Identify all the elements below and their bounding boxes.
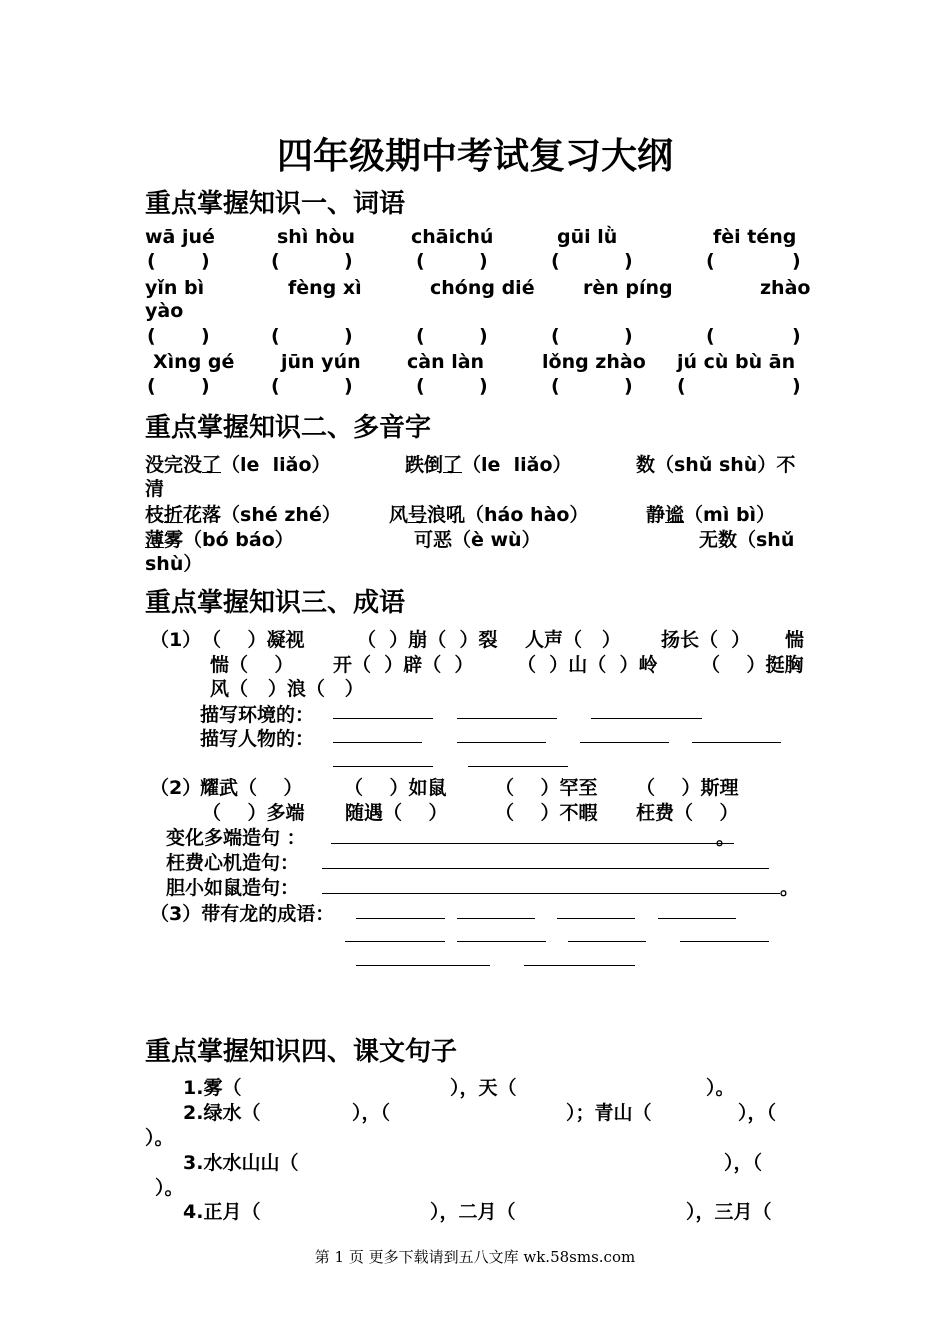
sentence-label-2: 枉费心机造句： bbox=[166, 852, 300, 874]
page-footer: 第 1 页 更多下载请到五八文库 wk.58sms.com bbox=[314, 1248, 636, 1266]
idiom-blank: （ ）凝视 bbox=[202, 629, 305, 651]
paren-close: ) bbox=[479, 250, 488, 272]
paren-open: ( bbox=[416, 250, 425, 272]
answer-line[interactable] bbox=[568, 941, 646, 942]
polyphone-item bbox=[145, 500, 341, 527]
idiom-blank: （ ）崩（ ）裂 bbox=[357, 629, 498, 651]
word: 跌倒 bbox=[405, 454, 444, 476]
underlined-char: 薄 bbox=[145, 529, 165, 551]
polyphone-item bbox=[646, 500, 775, 527]
paren-open: ( bbox=[551, 250, 560, 272]
people-label: 描写人物的： bbox=[200, 728, 315, 750]
paren-close: ) bbox=[624, 250, 633, 272]
paren-open: ( bbox=[551, 375, 560, 397]
polyphone-item bbox=[389, 500, 588, 527]
underlined-char: 折 bbox=[164, 504, 184, 526]
question-text: ）。 bbox=[706, 1077, 735, 1099]
answer-line[interactable] bbox=[457, 918, 535, 919]
question-text: ），二月（ bbox=[430, 1201, 516, 1223]
polyphone-item bbox=[405, 450, 572, 477]
answer-line[interactable] bbox=[345, 941, 445, 942]
section-4-heading: 重点掌握知识四、课文句子 bbox=[145, 1037, 458, 1067]
paren-close: ) bbox=[201, 250, 210, 272]
page-title: 四年级期中考试复习大纲 bbox=[276, 136, 673, 177]
pinyin: shì hòu bbox=[277, 226, 356, 248]
answer-line[interactable] bbox=[468, 766, 568, 767]
pinyin: Xìng gé bbox=[153, 351, 235, 373]
idiom-blank: 扬长（ ） bbox=[661, 629, 751, 651]
paren-open: ( bbox=[271, 375, 280, 397]
pinyin: yǐn bì bbox=[145, 277, 205, 299]
idiom-blank: 开（ ）辟（ ） bbox=[333, 654, 474, 676]
pinyin: jūn yún bbox=[281, 351, 361, 373]
idiom-blank: 枉费（ ） bbox=[636, 802, 739, 824]
group-2-label: （2） bbox=[150, 777, 202, 799]
pinyin-options: （mì bì） bbox=[684, 504, 776, 526]
group-3-label: （3）带有龙的成语： bbox=[150, 903, 335, 925]
pinyin: rèn píng bbox=[583, 277, 673, 299]
paren-open: ( bbox=[551, 325, 560, 347]
paren-open: ( bbox=[147, 375, 156, 397]
group-1-label: （1） bbox=[150, 629, 202, 651]
polyphone-item: 数（shǔ shù）不 bbox=[636, 454, 796, 476]
underlined-char: 了 bbox=[202, 454, 222, 476]
sentence-end: 。 bbox=[780, 877, 800, 899]
answer-line[interactable] bbox=[457, 941, 546, 942]
answer-line[interactable] bbox=[333, 766, 433, 767]
pinyin: càn làn bbox=[407, 351, 485, 373]
answer-line[interactable] bbox=[333, 742, 422, 743]
answer-line[interactable] bbox=[356, 918, 445, 919]
paren-close: ) bbox=[792, 250, 801, 272]
question-text: 4.正月（ bbox=[183, 1201, 261, 1223]
question-text: ），天（ bbox=[450, 1077, 517, 1099]
pinyin: zhào bbox=[760, 277, 811, 299]
idiom-blank: （ ）罕至 bbox=[495, 777, 598, 799]
paren-close: ) bbox=[624, 375, 633, 397]
idiom-blank: （ ）不暇 bbox=[495, 802, 598, 824]
environment-label: 描写环境的： bbox=[200, 704, 315, 726]
idiom-blank: 惴 bbox=[785, 629, 805, 651]
pinyin: lǒng zhào bbox=[542, 351, 646, 373]
question-text: ）；青山（ bbox=[566, 1102, 652, 1124]
pinyin-wrap: yào bbox=[145, 300, 184, 322]
word: 风 bbox=[389, 504, 409, 526]
polyphone-item bbox=[145, 450, 331, 477]
pinyin-options: （le liǎo） bbox=[462, 454, 572, 476]
answer-line[interactable] bbox=[658, 918, 736, 919]
word: 没完没 bbox=[145, 454, 203, 476]
paren-close: ) bbox=[479, 375, 488, 397]
answer-line[interactable] bbox=[457, 742, 546, 743]
paren-open: ( bbox=[271, 325, 280, 347]
paren-close: ) bbox=[624, 325, 633, 347]
idiom-blank: 耀武（ ） bbox=[200, 777, 303, 799]
idiom-blank: 惴（ ） bbox=[210, 654, 294, 676]
pinyin-options: （le liǎo） bbox=[221, 454, 331, 476]
polyphone-wrap: 清 bbox=[145, 478, 165, 500]
answer-line[interactable] bbox=[557, 918, 635, 919]
pinyin-options: 花落（shé zhé） bbox=[183, 504, 341, 526]
question-text: 2.绿水（ bbox=[183, 1102, 261, 1124]
polyphone-item: 可恶（è wù） bbox=[414, 529, 541, 551]
question-text: 3.水水山山（ bbox=[183, 1152, 299, 1174]
paren-open: ( bbox=[677, 375, 686, 397]
question-text: 1.雾（ bbox=[183, 1077, 242, 1099]
paren-open: ( bbox=[271, 250, 280, 272]
question-text: ），（ bbox=[724, 1152, 763, 1174]
question-text: ）。 bbox=[145, 1127, 174, 1149]
answer-line[interactable] bbox=[591, 718, 702, 719]
answer-line[interactable] bbox=[457, 718, 557, 719]
paren-close: ) bbox=[344, 375, 353, 397]
question-text: ），三月（ bbox=[686, 1201, 772, 1223]
pinyin: jú cù bù ān bbox=[677, 351, 796, 373]
pinyin: chóng dié bbox=[430, 277, 535, 299]
question-text: ），（ bbox=[738, 1102, 777, 1124]
underlined-char: 谧 bbox=[665, 504, 685, 526]
idiom-blank: 人声（ ） bbox=[525, 629, 621, 651]
paren-close: ) bbox=[344, 250, 353, 272]
paren-close: ) bbox=[792, 375, 801, 397]
paren-close: ) bbox=[479, 325, 488, 347]
answer-line[interactable] bbox=[356, 965, 490, 966]
idiom-blank: （ ）斯理 bbox=[636, 777, 739, 799]
section-3-heading: 重点掌握知识三、成语 bbox=[145, 588, 406, 618]
answer-line[interactable] bbox=[580, 742, 669, 743]
paren-close: ) bbox=[201, 325, 210, 347]
pinyin-options: 浪吼（háo hào） bbox=[427, 504, 589, 526]
paren-close: ) bbox=[201, 375, 210, 397]
question-text: ）。 bbox=[155, 1177, 184, 1199]
idiom-blank: （ ）多端 bbox=[202, 802, 305, 824]
polyphone-wrap: shù） bbox=[145, 553, 203, 575]
polyphone-item bbox=[145, 525, 294, 552]
word: 枝 bbox=[145, 504, 165, 526]
paren-open: ( bbox=[416, 375, 425, 397]
paren-open: ( bbox=[706, 325, 715, 347]
paren-open: ( bbox=[147, 325, 156, 347]
idiom-blank: （ ）山（ ）岭 bbox=[517, 654, 658, 676]
section-2-heading: 重点掌握知识二、多音字 bbox=[145, 413, 432, 443]
answer-line[interactable] bbox=[680, 941, 769, 942]
idiom-blank: （ ）挺胸 bbox=[701, 654, 804, 676]
pinyin: fèi téng bbox=[713, 226, 797, 248]
underlined-char: 号 bbox=[408, 504, 428, 526]
answer-line[interactable] bbox=[524, 965, 635, 966]
polyphone-item: 无数（shǔ bbox=[699, 529, 795, 551]
pinyin: chāichú bbox=[411, 226, 494, 248]
answer-line[interactable] bbox=[333, 718, 433, 719]
sentence-line[interactable] bbox=[331, 843, 734, 844]
pinyin-options: 雾（bó báo） bbox=[164, 529, 294, 551]
sentence-label-1: 变化多端造句 ： bbox=[166, 827, 306, 849]
idiom-blank: 随遇（ ） bbox=[345, 802, 448, 824]
section-1-heading: 重点掌握知识一、词语 bbox=[145, 189, 406, 219]
idiom-blank: （ ）如鼠 bbox=[344, 777, 447, 799]
word: 静 bbox=[646, 504, 666, 526]
pinyin: fèng xì bbox=[288, 277, 362, 299]
sentence-line[interactable] bbox=[322, 868, 769, 869]
paren-open: ( bbox=[147, 250, 156, 272]
question-text: ），（ bbox=[352, 1102, 391, 1124]
paren-close: ) bbox=[344, 325, 353, 347]
pinyin: wā jué bbox=[145, 226, 215, 248]
sentence-label-3: 胆小如鼠造句： bbox=[166, 877, 300, 899]
sentence-line[interactable] bbox=[322, 893, 780, 894]
underlined-char: 了 bbox=[443, 454, 463, 476]
sentence-end: 。 bbox=[716, 827, 736, 849]
answer-line[interactable] bbox=[692, 742, 781, 743]
idiom-blank: 风（ ）浪（ ） bbox=[210, 678, 364, 700]
pinyin: gūi lǜ bbox=[557, 226, 618, 248]
paren-open: ( bbox=[416, 325, 425, 347]
paren-close: ) bbox=[792, 325, 801, 347]
paren-open: ( bbox=[706, 250, 715, 272]
